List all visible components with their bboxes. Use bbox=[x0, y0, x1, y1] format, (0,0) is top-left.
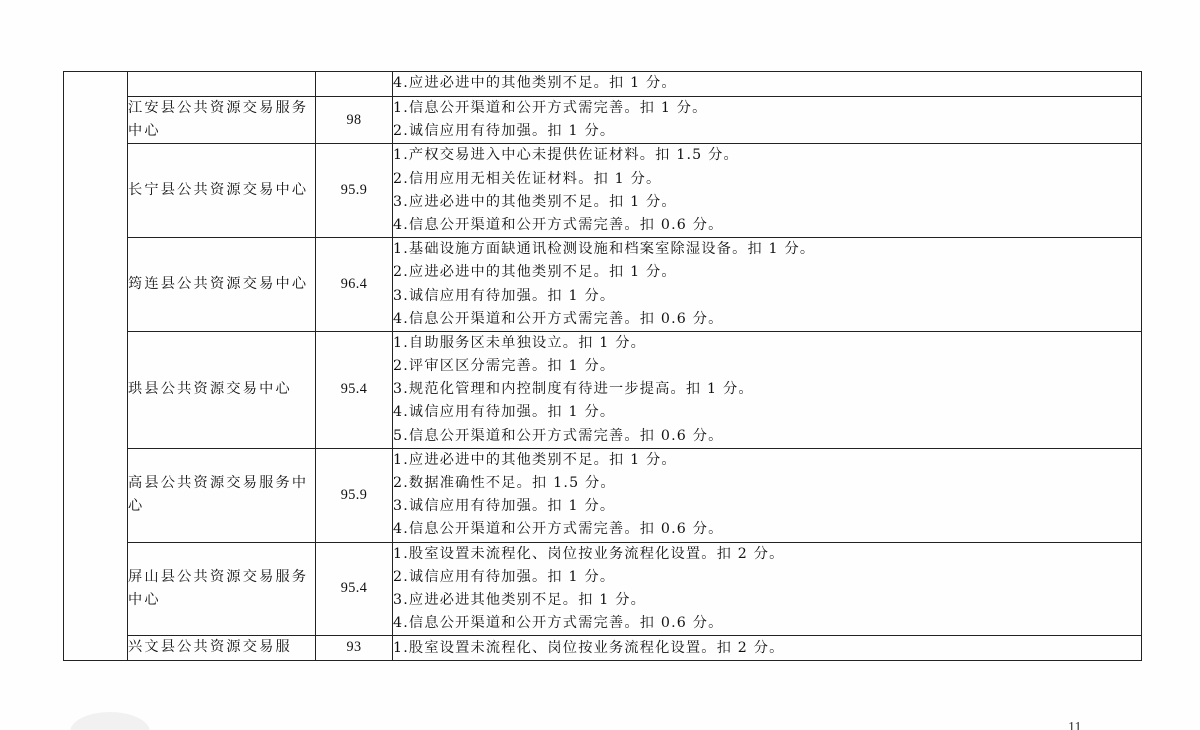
score-cell: 95.9 bbox=[316, 448, 393, 542]
score-cell: 93 bbox=[316, 636, 393, 661]
deduction-item: 2.诚信应用有待加强。扣 1 分。 bbox=[393, 568, 616, 585]
table-row bbox=[64, 542, 1142, 636]
deduction-item: 2.应进必进中的其他类别不足。扣 1 分。 bbox=[393, 264, 677, 281]
deduction-item: 1.股室设置未流程化、岗位按业务流程化设置。扣 2 分。 bbox=[393, 545, 785, 562]
evaluation-table bbox=[63, 71, 1142, 661]
score-cell: 95.4 bbox=[316, 542, 393, 636]
deduction-cell bbox=[393, 72, 1142, 97]
deduction-cell bbox=[393, 238, 1142, 332]
table-row bbox=[64, 238, 1142, 332]
center-name-cell: 兴文县公共资源交易服 bbox=[128, 636, 316, 661]
deduction-item: 4.诚信应用有待加强。扣 1 分。 bbox=[393, 404, 616, 421]
deduction-cell bbox=[393, 542, 1142, 636]
table-row bbox=[64, 331, 1142, 448]
score-cell: 98 bbox=[316, 97, 393, 144]
deduction-item: 1.基础设施方面缺通讯检测设施和档案室除湿设备。扣 1 分。 bbox=[393, 241, 816, 258]
center-name-cell: 屏山县公共资源交易服务中心 bbox=[128, 542, 316, 636]
page-corner-shadow bbox=[70, 712, 150, 730]
deduction-cell bbox=[393, 331, 1142, 448]
category-cell bbox=[64, 72, 128, 661]
deduction-item: 2.评审区区分需完善。扣 1 分。 bbox=[393, 358, 616, 375]
deduction-item: 2.信用应用无相关佐证材料。扣 1 分。 bbox=[393, 170, 662, 187]
center-name-cell: 高县公共资源交易服务中心 bbox=[128, 448, 316, 542]
deduction-item: 4.信息公开渠道和公开方式需完善。扣 0.6 分。 bbox=[393, 310, 724, 327]
center-name-cell: 江安县公共资源交易服务中心 bbox=[128, 97, 316, 144]
deduction-item: 3.诚信应用有待加强。扣 1 分。 bbox=[393, 498, 616, 515]
page-number: 11 bbox=[1068, 720, 1082, 730]
deduction-item: 3.应进必进其他类别不足。扣 1 分。 bbox=[393, 591, 647, 608]
center-name-cell: 珙县公共资源交易中心 bbox=[128, 331, 316, 448]
table-row bbox=[64, 448, 1142, 542]
deduction-item: 4.信息公开渠道和公开方式需完善。扣 0.6 分。 bbox=[393, 615, 724, 632]
deduction-item: 4.应进必进中的其他类别不足。扣 1 分。 bbox=[393, 75, 677, 92]
deduction-item: 2.数据准确性不足。扣 1.5 分。 bbox=[393, 475, 616, 492]
score-cell bbox=[316, 72, 393, 97]
center-name-cell: 长宁县公共资源交易中心 bbox=[128, 144, 316, 238]
table-row bbox=[64, 72, 1142, 97]
deduction-item: 1.产权交易进入中心未提供佐证材料。扣 1.5 分。 bbox=[393, 147, 739, 164]
deduction-item: 3.规范化管理和内控制度有待进一步提高。扣 1 分。 bbox=[393, 381, 754, 398]
deduction-item: 1.应进必进中的其他类别不足。扣 1 分。 bbox=[393, 451, 677, 468]
deduction-cell bbox=[393, 144, 1142, 238]
deduction-item: 4.信息公开渠道和公开方式需完善。扣 0.6 分。 bbox=[393, 216, 724, 233]
center-name-cell: 筠连县公共资源交易中心 bbox=[128, 238, 316, 332]
score-cell: 95.9 bbox=[316, 144, 393, 238]
score-cell: 96.4 bbox=[316, 238, 393, 332]
deduction-item: 3.诚信应用有待加强。扣 1 分。 bbox=[393, 287, 616, 304]
deduction-item: 4.信息公开渠道和公开方式需完善。扣 0.6 分。 bbox=[393, 521, 724, 538]
table-row bbox=[64, 636, 1142, 661]
deduction-item: 1.自助服务区未单独设立。扣 1 分。 bbox=[393, 334, 647, 351]
table-row bbox=[64, 144, 1142, 238]
deduction-item: 2.诚信应用有待加强。扣 1 分。 bbox=[393, 123, 616, 140]
score-cell: 95.4 bbox=[316, 331, 393, 448]
table-row bbox=[64, 97, 1142, 144]
deduction-item: 5.信息公开渠道和公开方式需完善。扣 0.6 分。 bbox=[393, 427, 724, 444]
deduction-item: 3.应进必进中的其他类别不足。扣 1 分。 bbox=[393, 193, 677, 210]
deduction-cell bbox=[393, 97, 1142, 144]
center-name-cell bbox=[128, 72, 316, 97]
deduction-item: 1.股室设置未流程化、岗位按业务流程化设置。扣 2 分。 bbox=[393, 639, 785, 656]
deduction-cell bbox=[393, 448, 1142, 542]
deduction-item: 1.信息公开渠道和公开方式需完善。扣 1 分。 bbox=[393, 100, 708, 117]
deduction-cell bbox=[393, 636, 1142, 661]
